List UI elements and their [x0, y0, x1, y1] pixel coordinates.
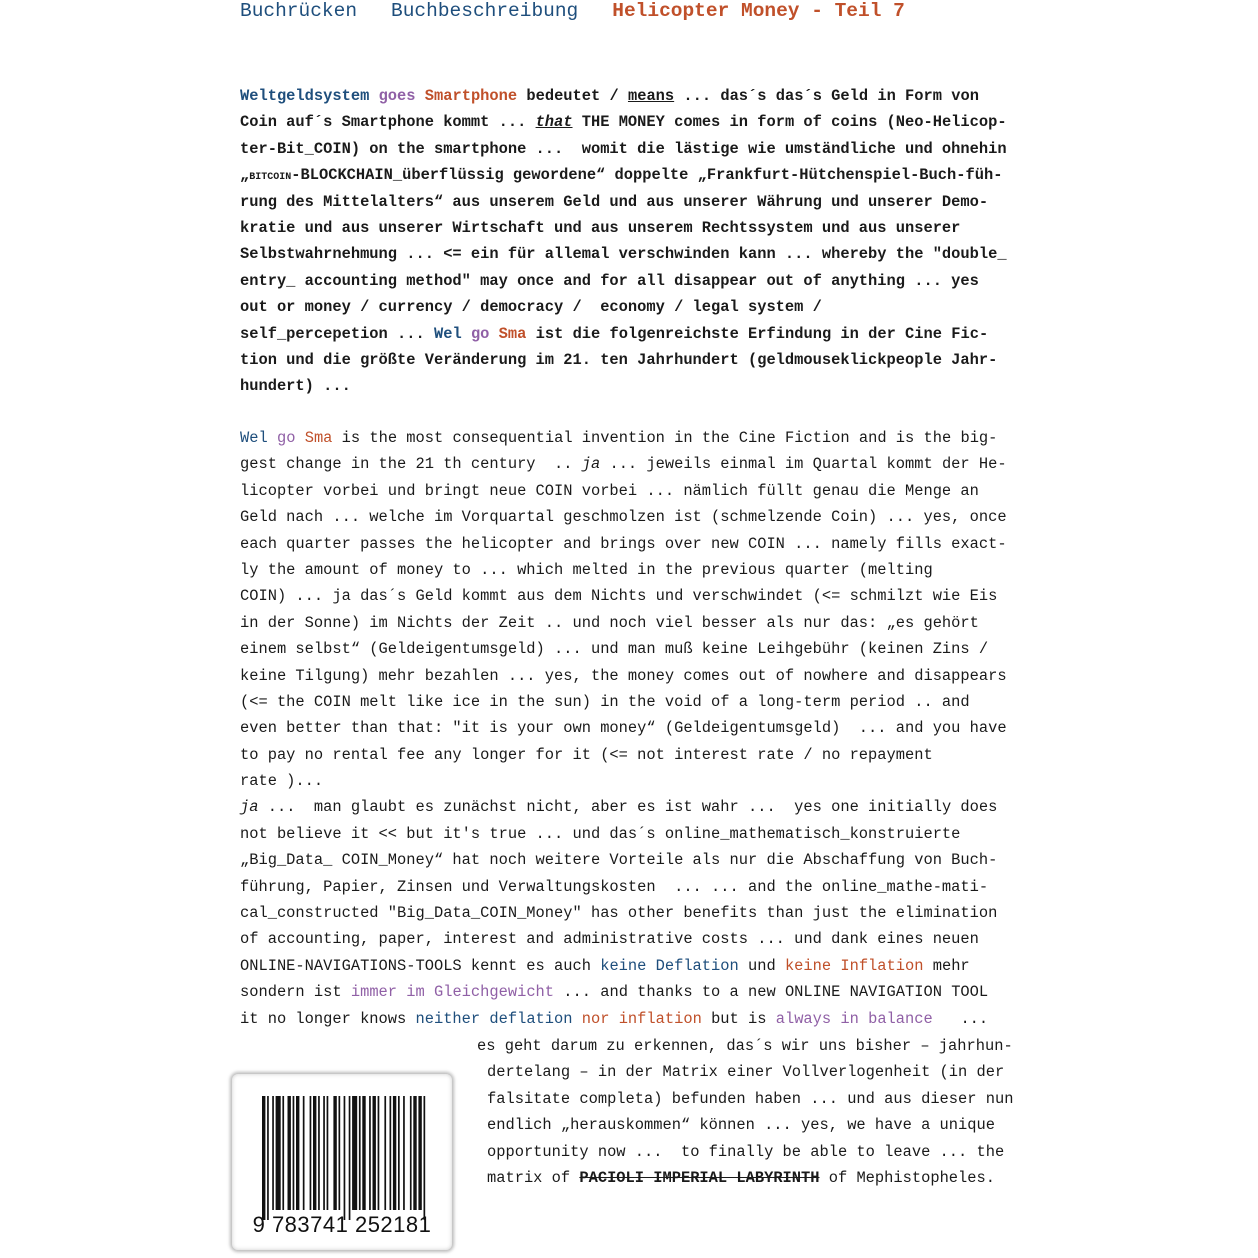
barcode-bar: [282, 1096, 284, 1210]
barcode-bar: [262, 1096, 265, 1220]
barcode-bar: [403, 1096, 405, 1210]
p2-line-13: to pay no rental fee any longer for it (<= not interest rate / no repayment: [240, 745, 933, 764]
barcode-bar: [296, 1096, 299, 1210]
p1-line-4: „BITCOIN-BLOCKCHAIN_überflüssig gewordene“ doppelte „Frankfurt-Hütchenspiel-Buch-füh-: [240, 166, 1003, 185]
p1-line-2: Coin auf´s Smartphone kommt ... that THE MONEY comes in form of coins (Neo-Helicop-: [240, 113, 1007, 132]
barcode-bar: [373, 1096, 376, 1210]
barcode-bar: [398, 1096, 400, 1210]
p2-line-3: licopter vorbei und bringt neue COIN vorbei ... nämlich füllt genau die Menge an: [240, 481, 979, 500]
p1-line-12: hundert) ...: [240, 377, 351, 396]
p3-line-1: es geht darum zu erkennen, das´s wir uns bisher – jahrhun-: [477, 1037, 1013, 1055]
barcode-bar: [378, 1096, 380, 1210]
barcode-digits: 9 783741 252181: [252, 1212, 432, 1237]
barcode-bar: [293, 1096, 295, 1210]
barcode-bar: [393, 1096, 396, 1210]
page-title: Helicopter Money - Teil 7: [612, 0, 905, 22]
barcode: [232, 1074, 452, 1250]
barcode-bar: [323, 1096, 325, 1210]
barcode-bar: [418, 1096, 421, 1210]
p2-line-18: führung, Papier, Zinsen und Verwaltungskosten ... ... and the online_mathe-mati-: [240, 877, 989, 896]
p2-line-7: COIN) ... ja das´s Geld kommt aus dem Nichts und verschwindet (<= schmilzt wie Eis: [240, 587, 998, 606]
p3-line-2: dertelang – in der Matrix einer Vollverlogenheit (in der: [487, 1063, 1005, 1082]
p1-line-11: tion und die größte Veränderung im 21. ten Jahrhundert (geldmouseklickpeople Jahr-: [240, 350, 998, 369]
p2-line-16: not believe it << but it's true ... und das´s online_mathematisch_konstruierte: [240, 824, 961, 843]
barcode-bar: [384, 1096, 386, 1210]
p1-line-10: self_percepetion ... Wel go Sma ist die folgenreichste Erfindung in der Cine Fic-: [240, 324, 989, 343]
paragraph-2: [240, 425, 1030, 1032]
barcode-bar: [313, 1096, 316, 1210]
barcode-bar: [276, 1096, 281, 1210]
p1-line-9: out or money / currency / democracy / economy / legal system /: [240, 298, 822, 317]
p1-line-7: Selbstwahrnehmung ... <= ein für allemal verschwinden kann ... whereby the "double_: [240, 245, 1007, 264]
barcode-bar: [349, 1096, 351, 1220]
p1-line-1: Weltgeldsystem goes Smartphone bedeutet / means ... das´s das´s Geld in Form von: [240, 87, 979, 105]
tab-buchruecken[interactable]: Buchrücken: [240, 0, 358, 22]
barcode-bar: [413, 1096, 416, 1210]
barcode-bar: [333, 1096, 336, 1210]
p3-line-4: endlich „herauskommen“ können ... yes, we have a unique: [487, 1116, 995, 1135]
p3-line-3: falsitate completa) befunden haben ... und aus dieser nun: [487, 1089, 1014, 1108]
p1-line-3: ter-Bit_COIN) on the smartphone ... womit die lästige wie umständliche und ohnehin: [240, 139, 1007, 158]
p2-line-12: even better than that: "it is your own money“ (Geldeigentumsgeld) ... and you have: [240, 719, 1007, 738]
p2-line-22: sondern ist immer im Gleichgewicht ... and thanks to a new ONLINE NAVIGATION TOOL: [240, 983, 989, 1002]
barcode-bar: [267, 1096, 269, 1220]
barcode-bar: [362, 1096, 365, 1210]
barcode-bar: [359, 1096, 361, 1210]
paragraph-3: [477, 1033, 1037, 1191]
barcode-bar: [352, 1096, 357, 1210]
p2-line-19: cal_constructed "Big_Data_COIN_Money" has other benefits than just the elimination: [240, 904, 998, 923]
barcode-bar: [327, 1096, 329, 1210]
p3-line-6: matrix of PACIOLI IMPERIAL LABYRINTH of Mephistopheles.: [487, 1168, 995, 1187]
barcode-bar: [303, 1096, 305, 1210]
p2-line-14: rate )...: [240, 772, 324, 791]
barcode-bar: [310, 1096, 312, 1210]
p1-line-5: rung des Mittelalters“ aus unserem Geld und aus unserer Währung und unserer Demo-: [240, 192, 989, 211]
header-tabs: [240, 0, 905, 22]
p2-line-8: in der Sonne) im Nichts der Zeit .. und noch viel besser als nur das: „es gehört: [240, 613, 979, 632]
p2-line-2: gest change in the 21 th century .. ja ... jeweils einmal im Quartal kommt der He-: [240, 455, 1007, 474]
p2-line-1: Wel go Sma is the most consequential invention in the Cine Fiction and is the big-: [240, 429, 998, 447]
p2-line-11: (<= the COIN melt like ice in the sun) in the void of a long-term period .. and: [240, 692, 970, 711]
barcode-bar: [318, 1096, 320, 1210]
p2-line-5: each quarter passes the helicopter and brings over new COIN ... namely fills exact-: [240, 534, 1007, 553]
p1-line-6: kratie und aus unserer Wirtschaft und aus unserem Rechtssystem und aus unserer: [240, 218, 961, 237]
p2-line-15: ja ... man glaubt es zunächst nicht, aber es ist wahr ... yes one initially does: [240, 798, 998, 817]
barcode-bar: [288, 1096, 291, 1210]
barcode-bar: [339, 1096, 341, 1210]
p2-line-10: keine Tilgung) mehr bezahlen ... yes, the money comes out of nowhere and disappears: [240, 666, 1007, 685]
p2-line-23: it no longer knows neither deflation nor inflation but is always in balance ...: [240, 1009, 989, 1028]
barcode-bar: [410, 1096, 412, 1210]
p2-line-20: of accounting, paper, interest and administrative costs ... und dank eines neuen: [240, 930, 979, 949]
p2-line-21: ONLINE-NAVIGATIONS-TOOLS kennt es auch keine Deflation und keine Inflation mehr: [240, 956, 970, 975]
barcode-bar: [369, 1096, 371, 1210]
p2-line-9: einem selbst“ (Geldeigentumsgeld) ... und man muß keine Leihgebühr (keinen Zins /: [240, 640, 989, 659]
tab-buchbeschreibung[interactable]: Buchbeschreibung: [391, 0, 579, 22]
barcode-bar: [424, 1096, 426, 1220]
p3-line-5: opportunity now ... to finally be able to leave ... the: [487, 1142, 1005, 1161]
barcode-bar: [344, 1096, 346, 1220]
barcode-bar: [390, 1096, 392, 1210]
barcode-bar: [272, 1096, 274, 1210]
paragraph-1: [240, 83, 1030, 400]
p2-line-6: ly the amount of money to ... which melted in the previous quarter (melting: [240, 560, 933, 579]
p2-line-17: „Big_Data_ COIN_Money“ hat noch weitere Vorteile als nur die Abschaffung von Buch-: [240, 851, 998, 870]
p2-line-4: Geld nach ... welche im Vorquartal geschmolzen ist (schmelzende Coin) ... yes, once: [240, 508, 1007, 527]
p1-line-8: entry_ accounting method" may once and for all disappear out of anything ... yes: [240, 271, 979, 290]
